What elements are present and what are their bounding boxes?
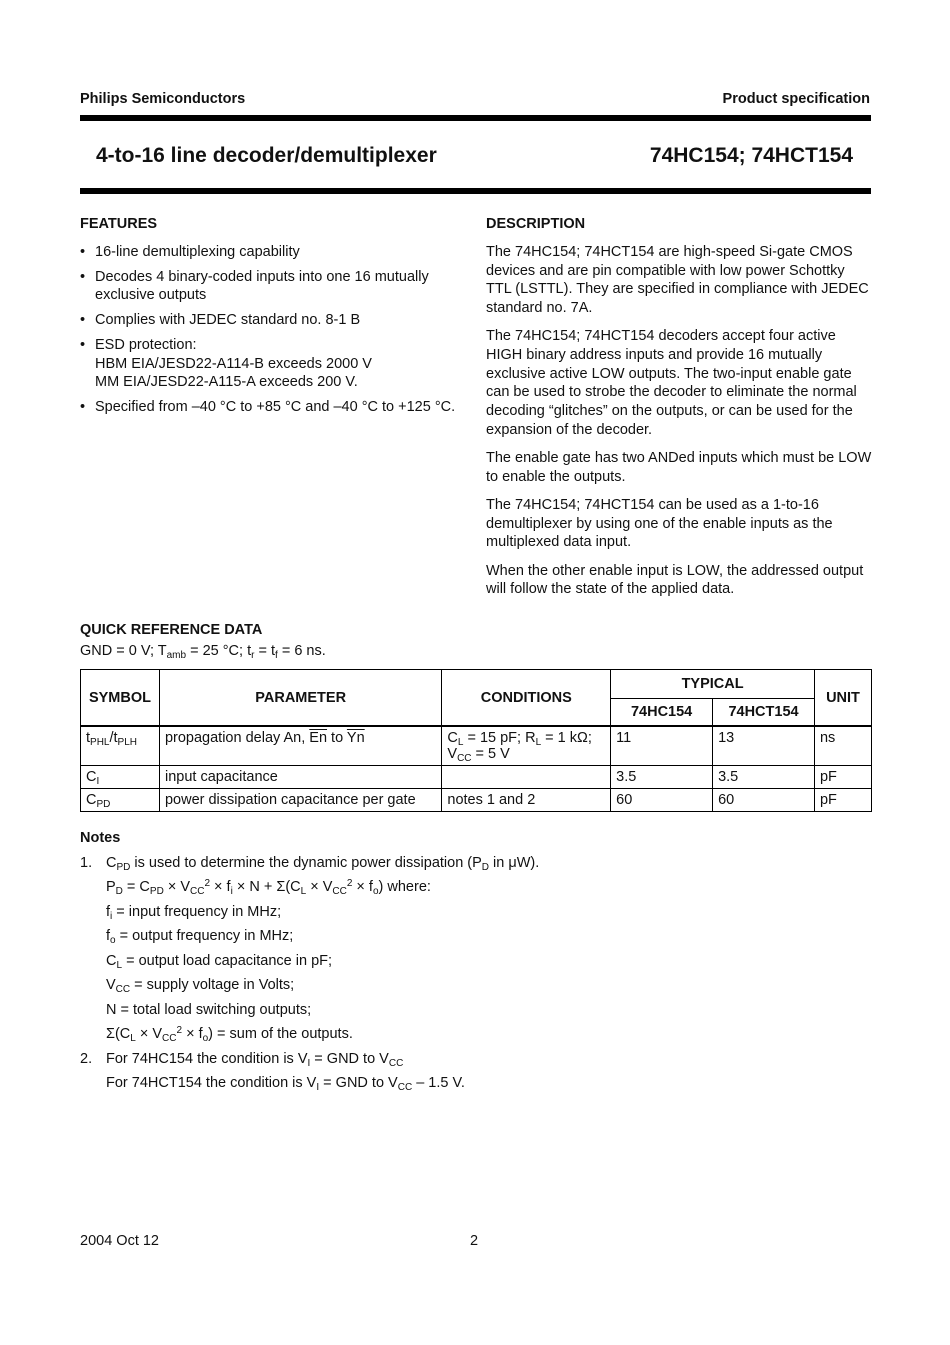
table-row [81,766,872,789]
description-paragraph: The 74HC154; 74HCT154 decoders accept four active HIGH binary address inputs and provide 16 mutually exclusive active LOW outputs. The two-input enable gate can be used to strobe the decoder to eliminate the normal decoding “glitches” on the outputs, or can be used for the expansion of the decoder. [486,328,857,438]
cell-conditions [442,766,611,789]
table-row [81,726,872,766]
footer-date: 2004 Oct 12 [80,1233,159,1249]
features-list [80,243,470,423]
note-cl: $C_L$ = output load capacitance in pF; [106,952,333,971]
features-heading: FEATURES [80,216,158,232]
description-paragraph: When the other enable input is LOW, the addressed output will follow the state of the applied data. [486,562,864,598]
header-rule-top [80,115,871,121]
cell-conditions: notes 1 and 2 [442,789,611,812]
bullet-icon: • [80,398,86,415]
cell-74hct154: 60 [713,789,815,812]
cell-parameter: propagation delay An, $\overline{En}$ to $\overline{Yn}$ [159,726,441,766]
description-paragraph: The 74HC154; 74HCT154 are high-speed Si-gate CMOS devices and are pin compatible with low power Schottky TTL (LSTTL). They are specified in compliance with JEDEC standard no. 7A. [486,244,869,317]
cell-symbol: $C_{PD}$ [81,789,160,812]
quick-reference-table [80,669,872,812]
note-fo: $f_o$ = output frequency in MHz; [106,928,294,946]
cell-conditions: $C_L = 15$ pF; $R_L = 1$ kΩ; $V_{CC} = 5$ V [442,726,611,766]
note-fi: $f_i$ = input frequency in MHz; [106,903,282,922]
page-number: 2 [470,1233,479,1249]
col-symbol: SYMBOL [81,670,160,727]
cell-symbol: $C_I$ [81,766,160,789]
cell-unit: pF [814,789,871,812]
header-rule-bottom [80,188,871,194]
table-row [81,789,872,812]
col-74hc154: 74HC154 [611,699,713,727]
quick-reference-heading: QUICK REFERENCE DATA [80,622,263,638]
cell-74hct154: 13 [713,726,815,766]
list-item: • 16-line demultiplexing capability [80,244,300,260]
page-title: 4-to-16 line decoder/demultiplexer [96,144,437,167]
company-name: Philips Semiconductors [80,91,246,107]
cell-unit: pF [814,766,871,789]
esd-hbm: HBM EIA/JESD22-A114-B exceeds 2000 V [95,355,372,372]
description-heading: DESCRIPTION [486,216,586,232]
list-item: • Complies with JEDEC standard no. 8-1 B [80,312,361,329]
note-2: 2. For 74HC154 the condition is $V_I$ = GND to $V_{CC}$ For 74HCT154 the condition is $V_I$ = GND to $V_{CC} - 1.5$ V. [80,1050,465,1093]
bullet-icon: • [80,336,86,353]
description-paragraph: The enable gate has two ANDed inputs which must be LOW to enable the outputs. [486,450,872,485]
cell-74hc154: 11 [611,726,713,766]
col-conditions: CONDITIONS [442,670,611,727]
bullet-icon: • [80,244,86,260]
col-74hct154: 74HCT154 [713,699,815,727]
description-body [486,243,872,608]
part-numbers: 74HC154; 74HCT154 [649,144,853,167]
esd-mm: MM EIA/JESD22-A115-A exceeds 200 V. [95,374,358,391]
list-item: • ESD protection: HBM EIA/JESD22-A114-B exceeds 2000 V MM EIA/JESD22-A115-A exceeds 200 V. [80,336,372,391]
bullet-icon: • [80,268,86,285]
notes-heading: Notes [80,830,121,846]
note-vcc: $V_{CC}$ = supply voltage in Volts; [106,977,295,995]
note-n: N = total load switching outputs; [106,1001,312,1018]
notes-section [80,826,870,1096]
col-typical: TYPICAL [611,670,815,699]
quick-reference-conditions: GND = 0 V; $T_{amb} = 25$ °C; $t_r = t_f = 6$ ns. [80,643,326,661]
cell-unit: ns [814,726,871,766]
note-1: 1. $C_{PD}$ is used to determine the dynamic power dissipation ($P_D$ in μW). $P_D = C_{PD} \times V_{CC}^2 \times f_i \times N + \Sigma(C_L \times V_{CC}^2 \times f_o)$ where: $f_i$ = input frequency in MHz; $f_o$ = output frequency in MHz; $C_L$ = output load capacitance in pF; $V_{CC}$ = supply voltage in Volts; N = total load switching outputs; $\Sigma(C_L \times V_{CC}^2 \times f_o)$ = sum of the outputs. [80,851,870,1047]
list-item: • Decodes 4 binary-coded inputs into one 16 mutually exclusive outputs [80,268,429,304]
cell-parameter: input capacitance [159,766,441,789]
cell-symbol: $t_{PHL}/t_{PLH}$ [81,726,160,766]
note-sum: $\Sigma(C_L \times V_{CC}^2 \times f_o)$ = sum of the outputs. [106,1025,353,1044]
col-parameter: PARAMETER [159,670,441,727]
power-formula: $P_D = C_{PD} \times V_{CC}^2 \times f_i \times N + \Sigma(C_L \times V_{CC}^2 \times f_o)$ where: [106,878,431,897]
cell-parameter: power dissipation capacitance per gate [159,789,441,812]
cell-74hct154: 3.5 [713,766,815,789]
cell-74hc154: 3.5 [611,766,713,789]
bullet-icon: • [80,312,86,329]
list-item: • Specified from –40 °C to +85 °C and –40 °C to +125 °C. [80,398,456,415]
document-type: Product specification [722,91,870,107]
cell-74hc154: 60 [611,789,713,812]
col-unit: UNIT [814,670,871,727]
description-paragraph: The 74HC154; 74HCT154 can be used as a 1-to-16 demultiplexer by using one of the enable inputs as the multiplexed data input. [486,496,833,551]
